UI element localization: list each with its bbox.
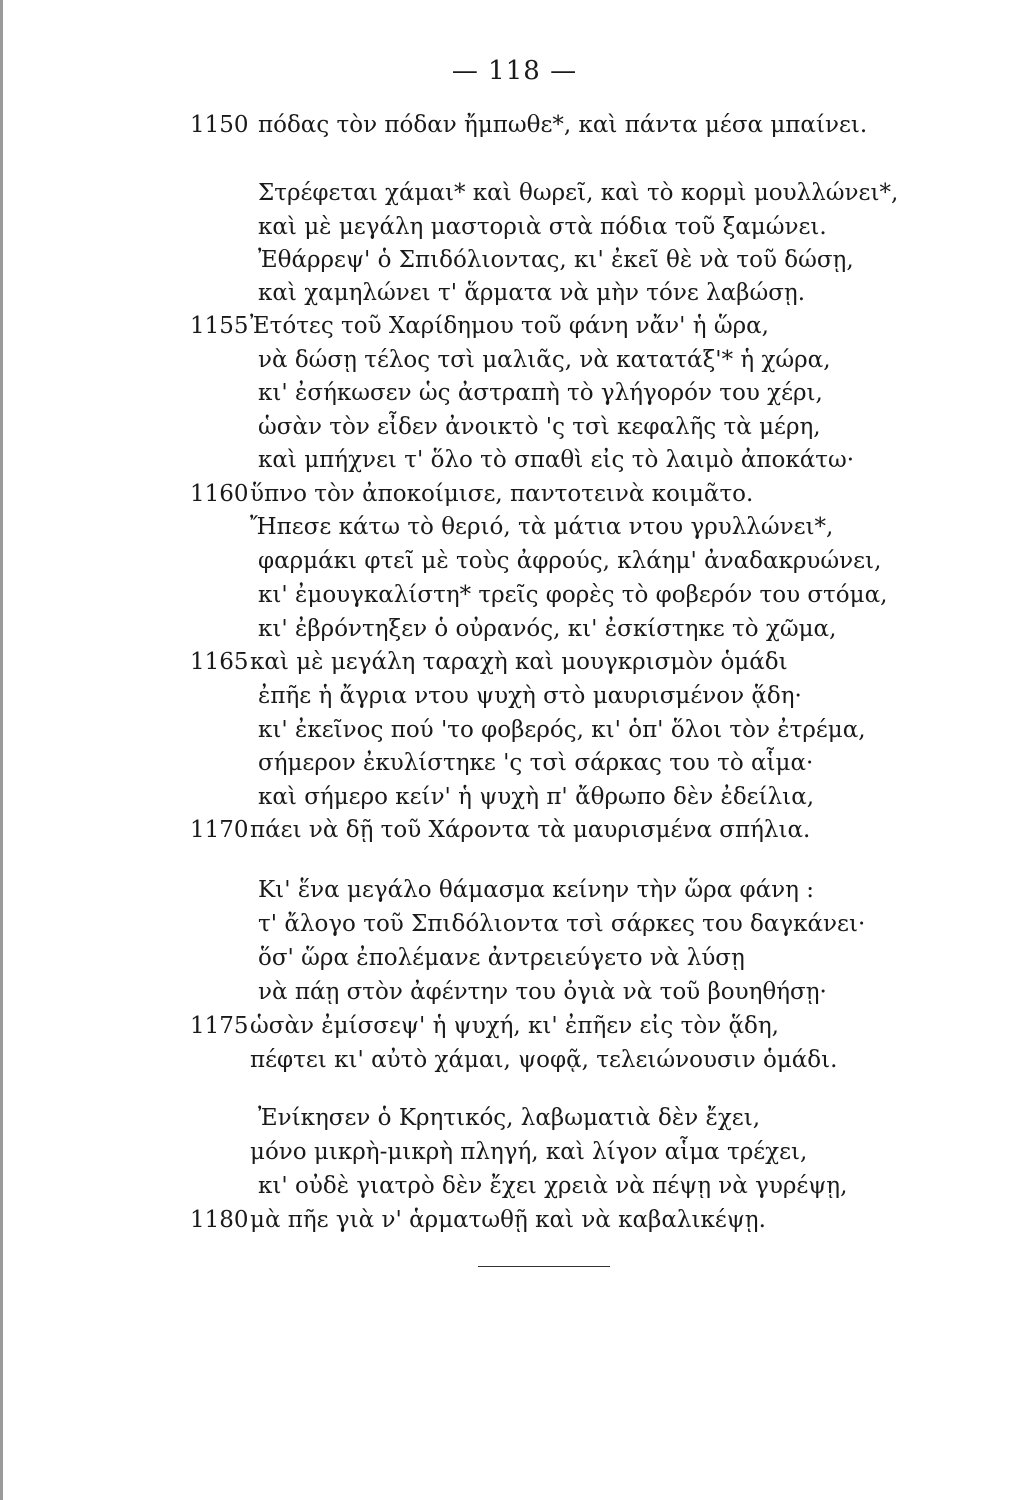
verse-line: Ἐτότες τοῦ Χαρίδημου τοῦ φάνη νἄν' ἡ ὥρα, xyxy=(250,313,769,339)
verse-line: ὡσὰν ἐμίσσεψ' ἡ ψυχή, κι' ἐπῆεν εἰς τὸν ᾅδη, xyxy=(250,1013,779,1039)
verse-line: ὅσ' ὥρα ἐπολέμανε ἀντρειεύγετο νὰ λύσῃ xyxy=(258,945,745,971)
verse-line: Ἐθάρρεψ' ὁ Σπιδόλιοντας, κι' ἐκεῖ θὲ νὰ τοῦ δώσῃ, xyxy=(258,247,854,273)
line-number: 1165 xyxy=(190,649,249,675)
end-rule xyxy=(478,1266,610,1267)
verse-line: πόδας τὸν πόδαν ἤμπωθε*, καὶ πάντα μέσα μπαίνει. xyxy=(258,112,868,138)
line-number: 1150 xyxy=(190,112,249,138)
line-number: 1180 xyxy=(190,1207,249,1233)
verse-line: κι' ἐβρόντηξεν ὁ οὐρανός, κι' ἐσκίστηκε τὸ χῶμα, xyxy=(258,616,837,642)
verse-line: πάει νὰ δῇ τοῦ Χάροντα τὰ μαυρισμένα σπήλια. xyxy=(250,817,811,843)
verse-line: ὡσὰν τὸν εἶδεν ἀνοικτὸ 'ς τσὶ κεφαλῆς τὰ μέρη, xyxy=(258,414,821,440)
verse-line: νὰ πάῃ στὸν ἀφέντην του ὀγιὰ νὰ τοῦ βουηθήσῃ· xyxy=(258,979,827,1005)
verse-line: ὕπνο τὸν ἀποκοίμισε, παντοτεινὰ κοιμᾶτο. xyxy=(250,481,754,507)
verse-line: Ἐνίκησεν ὁ Κρητικός, λαβωματιὰ δὲν ἔχει, xyxy=(258,1105,761,1131)
verse-line: Κι' ἕνα μεγάλο θάμασμα κείνην τὴν ὥρα φάνη : xyxy=(258,877,814,903)
verse-line: καὶ χαμηλώνει τ' ἅρματα νὰ μὴν τόνε λαβώσῃ. xyxy=(258,280,806,306)
verse-line: κι' ἐμουγκαλίστη* τρεῖς φορὲς τὸ φοβερόν του στόμα, xyxy=(258,582,888,608)
verse-line: καὶ σήμερο κείν' ἡ ψυχὴ π' ἄθρωπο δὲν ἐδείλια, xyxy=(258,784,815,810)
verse-line: πέφτει κι' αὐτὸ χάμαι, ψοφᾷ, τελειώνουσιν ὁμάδι. xyxy=(250,1047,838,1073)
verse-line: καὶ μὲ μεγάλη ταραχὴ καὶ μουγκρισμὸν ὁμάδι xyxy=(250,649,788,675)
verse-line: Ἤπεσε κάτω τὸ θεριό, τὰ μάτια ντου γρυλλώνει*, xyxy=(250,514,834,540)
verse-line: Στρέφεται χάμαι* καὶ θωρεῖ, καὶ τὸ κορμὶ μουλλώνει*, xyxy=(258,180,899,206)
line-number: 1160 xyxy=(190,481,249,507)
verse-line: κι' οὐδὲ γιατρὸ δὲν ἔχει χρειὰ νὰ πέψῃ νὰ γυρέψῃ, xyxy=(258,1173,848,1199)
line-number: 1175 xyxy=(190,1013,249,1039)
verse-line: μὰ πῆε γιὰ ν' ἁρματωθῇ καὶ νὰ καβαλικέψῃ. xyxy=(250,1207,766,1233)
verse-line: νὰ δώσῃ τέλος τσὶ μαλιᾶς, νὰ κατατάξ'* ἡ χώρα, xyxy=(258,347,831,373)
verse-line: κι' ἐκεῖνος πού 'το φοβερός, κι' ὁπ' ὅλοι τὸν ἐτρέμα, xyxy=(258,717,866,743)
verse-line: τ' ἄλογο τοῦ Σπιδόλιοντα τσὶ σάρκες του δαγκάνει· xyxy=(258,911,866,937)
line-number: 1170 xyxy=(190,817,249,843)
page-edge xyxy=(0,0,3,1500)
verse-line: μόνο μικρὴ-μικρὴ πληγή, καὶ λίγον αἷμα τρέχει, xyxy=(250,1139,808,1165)
verse-line: καὶ μπήχνει τ' ὅλο τὸ σπαθὶ εἰς τὸ λαιμὸ ἀποκάτω· xyxy=(258,447,855,473)
line-number: 1155 xyxy=(190,313,249,339)
verse-line: ἐπῆε ἡ ἄγρια ντου ψυχὴ στὸ μαυρισμένον ᾅδη· xyxy=(258,683,802,709)
verse-line: φαρμάκι φτεῖ μὲ τοὺς ἀφρούς, κλάημ' ἀναδακρυώνει, xyxy=(258,548,882,574)
verse-line: καὶ μὲ μεγάλη μαστοριὰ στὰ πόδια τοῦ ξαμώνει. xyxy=(258,214,827,240)
verse-line: κι' ἐσήκωσεν ὡς ἀστραπὴ τὸ γλήγορόν του χέρι, xyxy=(258,380,823,406)
verse-line: σήμερον ἐκυλίστηκε 'ς τσὶ σάρκας του τὸ αἷμα· xyxy=(258,750,814,776)
page-number: — 118 — xyxy=(451,56,578,86)
